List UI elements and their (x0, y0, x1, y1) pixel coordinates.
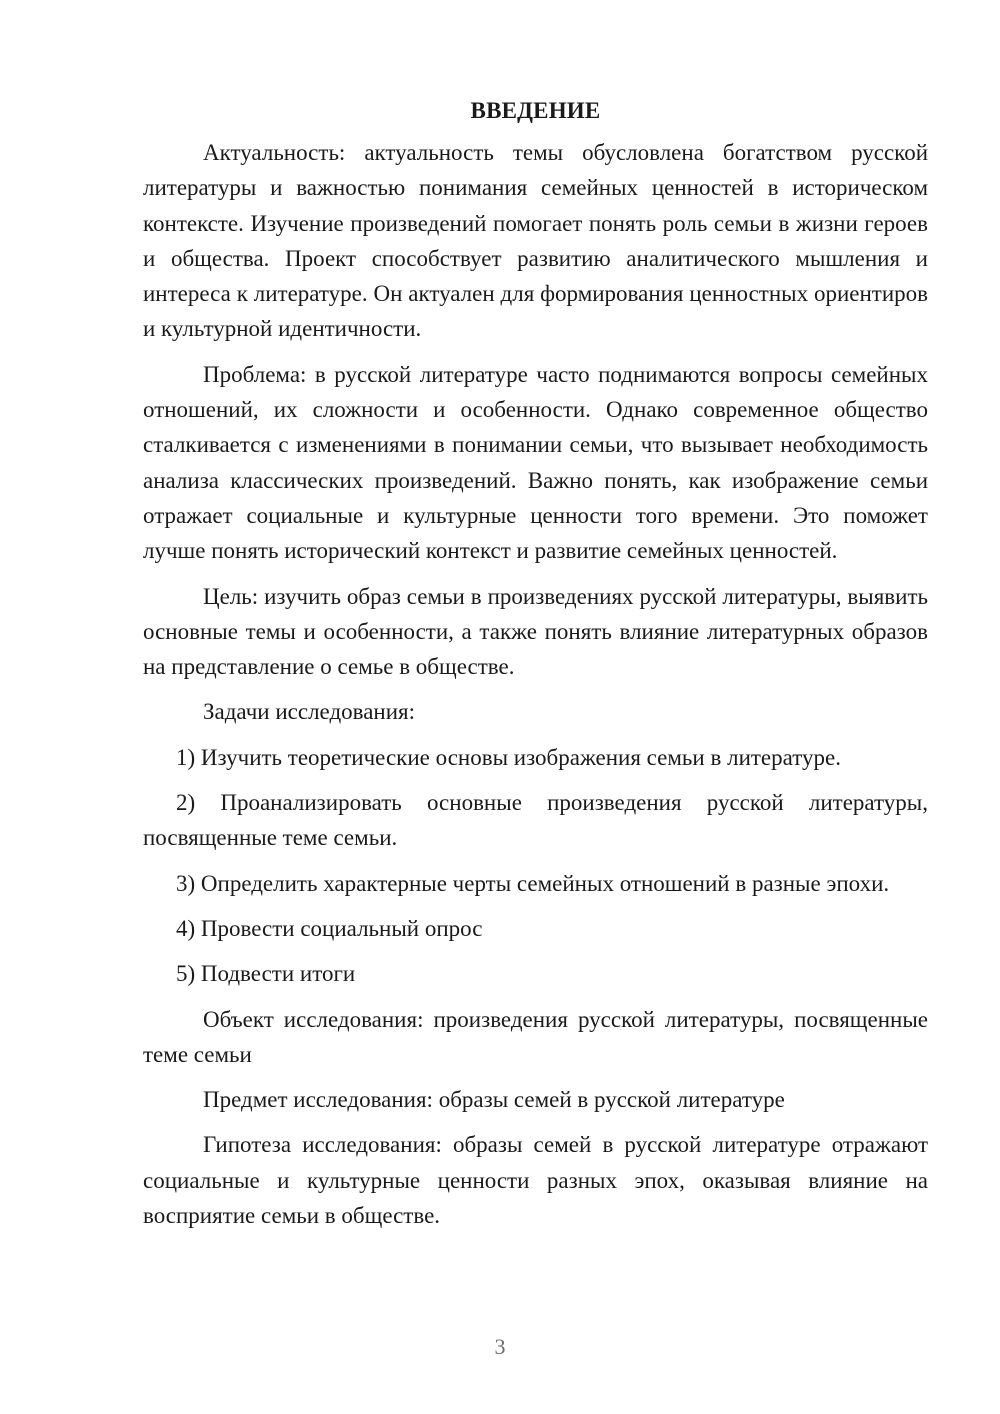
subject-paragraph: Предмет исследования: образы семей в русской литературе (203, 1087, 785, 1113)
hypothesis-paragraph: Гипотеза исследования: образы семей в русской литературе отражают социальные и культурные ценности разных эпох, оказывая влияние на восприятие семьи в обществе. (143, 1132, 928, 1229)
relevance-paragraph: Актуальность: актуальность темы обусловлена богатством русской литературы и важностью понимания семейных ценностей в историческом контексте. Изучение произведений помогает понять роль семьи в жизни героев и общества. Проект способствует развитию аналитического мышления и интереса к литературе. Он актуален для формирования ценностных ориентиров и культурной идентичности. (143, 140, 928, 342)
document-page (143, 96, 928, 1243)
tasks-heading: Задачи исследования: (203, 699, 416, 725)
task-item-5: 5) Подвести итоги (176, 961, 356, 987)
task-item-4: 4) Провести социальный опрос (176, 915, 483, 941)
task-item-1: 1) Изучить теоретические основы изображения семьи в литературе. (176, 744, 841, 770)
task-item-2: 2) Проанализировать основные произведения русской литературы, посвященные теме семьи. (143, 790, 928, 851)
page-title: ВВЕДЕНИЕ (470, 98, 601, 123)
page-number: 3 (494, 1334, 506, 1359)
goal-paragraph: Цель: изучить образ семьи в произведениях русской литературы, выявить основные темы и особенности, а также понять влияние литературных образов на представление о семье в обществе. (143, 583, 928, 680)
task-item-3: 3) Определить характерные черты семейных отношений в разные эпохи. (176, 870, 890, 896)
problem-paragraph: Проблема: в русской литературе часто поднимаются вопросы семейных отношений, их сложности и особенности. Однако современное общество сталкивается с изменениями в понимании семьи, что вызывает необходимость анализа классических произведений. Важно понять, как изображение семьи отражает социальные и культурные ценности того времени. Это поможет лучше понять исторический контекст и развитие семейных ценностей. (143, 361, 928, 564)
object-paragraph: Объект исследования: произведения русской литературы, посвященные теме семьи (143, 1006, 928, 1067)
